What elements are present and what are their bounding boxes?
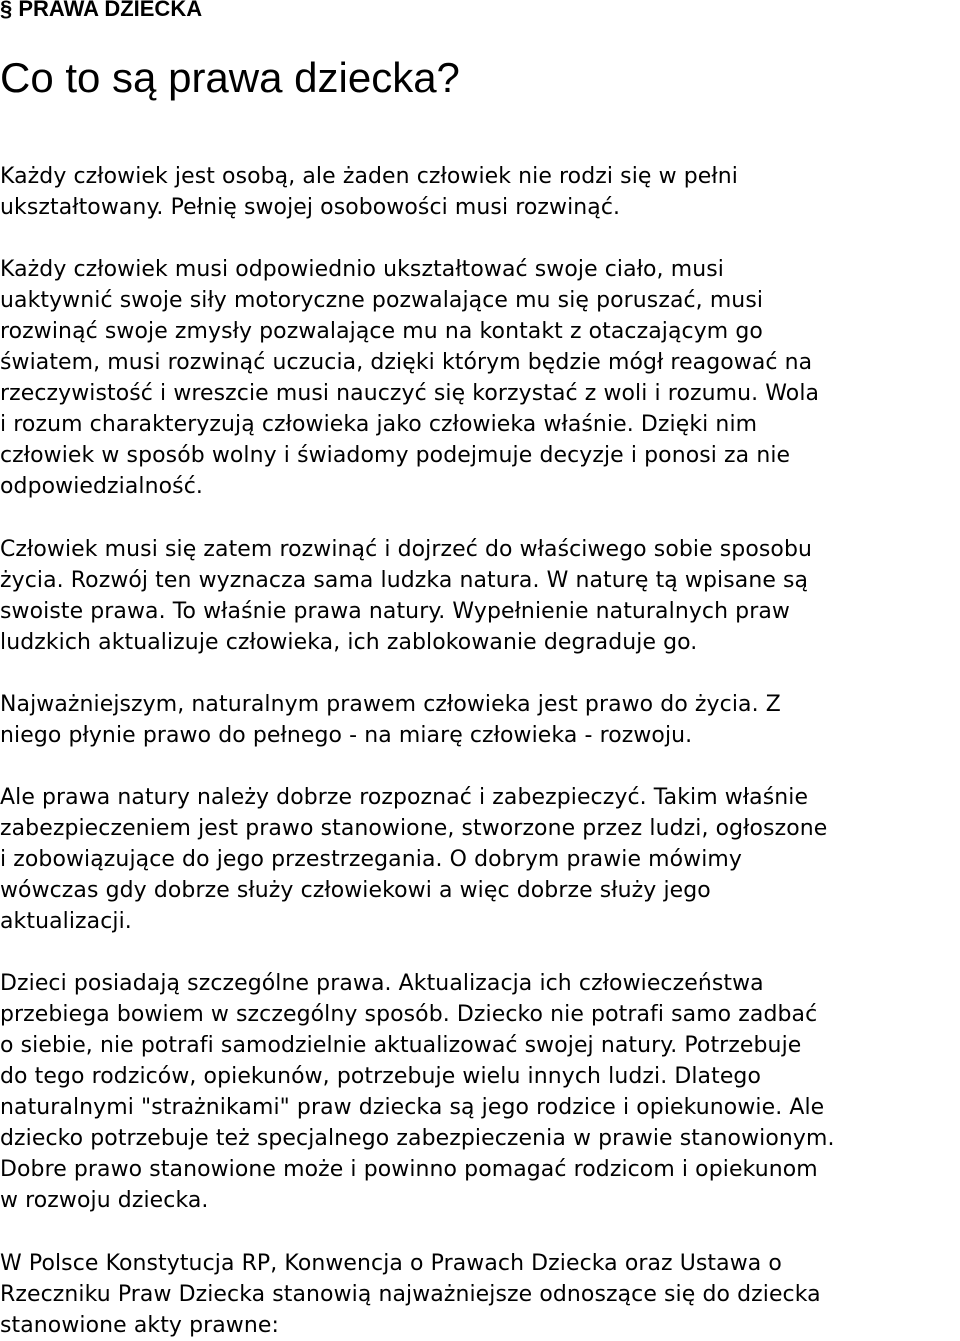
paragraph-line: naturalnymi "strażnikami" praw dziecka są jego rodzice i opiekunowie. Ale xyxy=(0,1095,825,1120)
paragraph-line: Rzeczniku Praw Dziecka stanowią najważniejsze odnoszące się do dziecka xyxy=(0,1282,821,1307)
paragraph-line: wówczas gdy dobrze służy człowiekowi a więc dobrze służy jego xyxy=(0,878,711,903)
paragraph-line: aktualizacji. xyxy=(0,909,132,934)
section-header: § PRAWA DZIECKA xyxy=(0,0,203,21)
paragraph-line: Każdy człowiek jest osobą, ale żaden człowiek nie rodzi się w pełni xyxy=(0,164,738,189)
paragraph-line: stanowione akty prawne: xyxy=(0,1313,279,1338)
paragraph-line: o siebie, nie potrafi samodzielnie aktualizować swojej natury. Potrzebuje xyxy=(0,1033,802,1058)
paragraph-line: swoiste prawa. To właśnie prawa natury. Wypełnienie naturalnych praw xyxy=(0,599,790,624)
page-title: Co to są prawa dziecka? xyxy=(0,54,460,101)
paragraph-line: Najważniejszym, naturalnym prawem człowieka jest prawo do życia. Z xyxy=(0,692,781,717)
paragraph-line: odpowiedzialność. xyxy=(0,474,203,499)
paragraph-line: światem, musi rozwinąć uczucia, dzięki którym będzie mógł reagować na xyxy=(0,350,813,375)
paragraph-line: Dobre prawo stanowione może i powinno pomagać rodzicom i opiekunom xyxy=(0,1157,818,1182)
paragraph-line: Ale prawa natury należy dobrze rozpoznać i zabezpieczyć. Takim właśnie xyxy=(0,785,809,810)
paragraph-line: niego płynie prawo do pełnego - na miarę człowieka - rozwoju. xyxy=(0,723,693,748)
paragraph-2 xyxy=(0,254,960,502)
paragraph-line: W Polsce Konstytucja RP, Konwencja o Prawach Dziecka oraz Ustawa o xyxy=(0,1251,782,1276)
paragraph-3 xyxy=(0,534,960,658)
paragraph-line: przebiega bowiem w szczególny sposób. Dziecko nie potrafi samo zadbać xyxy=(0,1002,818,1027)
paragraph-1 xyxy=(0,161,960,223)
paragraph-6 xyxy=(0,968,960,1216)
paragraph-line: dziecko potrzebuje też specjalnego zabezpieczenia w prawie stanowionym. xyxy=(0,1126,835,1151)
paragraph-5 xyxy=(0,782,960,937)
paragraph-4 xyxy=(0,689,960,751)
paragraph-line: w rozwoju dziecka. xyxy=(0,1188,209,1213)
paragraph-line: i rozum charakteryzują człowieka jako człowieka właśnie. Dzięki nim xyxy=(0,412,758,437)
paragraph-line: Każdy człowiek musi odpowiednio ukształtować swoje ciało, musi xyxy=(0,257,724,282)
paragraph-line: i zobowiązujące do jego przestrzegania. O dobrym prawie mówimy xyxy=(0,847,743,872)
paragraph-line: człowiek w sposób wolny i świadomy podejmuje decyzje i ponosi za nie xyxy=(0,443,791,468)
paragraph-line: życia. Rozwój ten wyznacza sama ludzka natura. W naturę tą wpisane są xyxy=(0,568,809,593)
paragraph-line: Człowiek musi się zatem rozwinąć i dojrzeć do właściwego sobie sposobu xyxy=(0,537,813,562)
paragraph-line: do tego rodziców, opiekunów, potrzebuje wielu innych ludzi. Dlatego xyxy=(0,1064,762,1089)
paragraph-line: ludzkich aktualizuje człowieka, ich zablokowanie degraduje go. xyxy=(0,630,698,655)
paragraph-line: ukształtowany. Pełnię swojej osobowości musi rozwinąć. xyxy=(0,195,621,220)
paragraph-line: Dzieci posiadają szczególne prawa. Aktualizacja ich człowieczeństwa xyxy=(0,971,764,996)
paragraph-line: uaktywnić swoje siły motoryczne pozwalające mu się poruszać, musi xyxy=(0,288,764,313)
paragraph-line: zabezpieczeniem jest prawo stanowione, stworzone przez ludzi, ogłoszone xyxy=(0,816,828,841)
paragraph-line: rozwinąć swoje zmysły pozwalające mu na kontakt z otaczającym go xyxy=(0,319,763,344)
paragraph-7 xyxy=(0,1248,960,1341)
paragraph-line: rzeczywistość i wreszcie musi nauczyć się korzystać z woli i rozumu. Wola xyxy=(0,381,820,406)
